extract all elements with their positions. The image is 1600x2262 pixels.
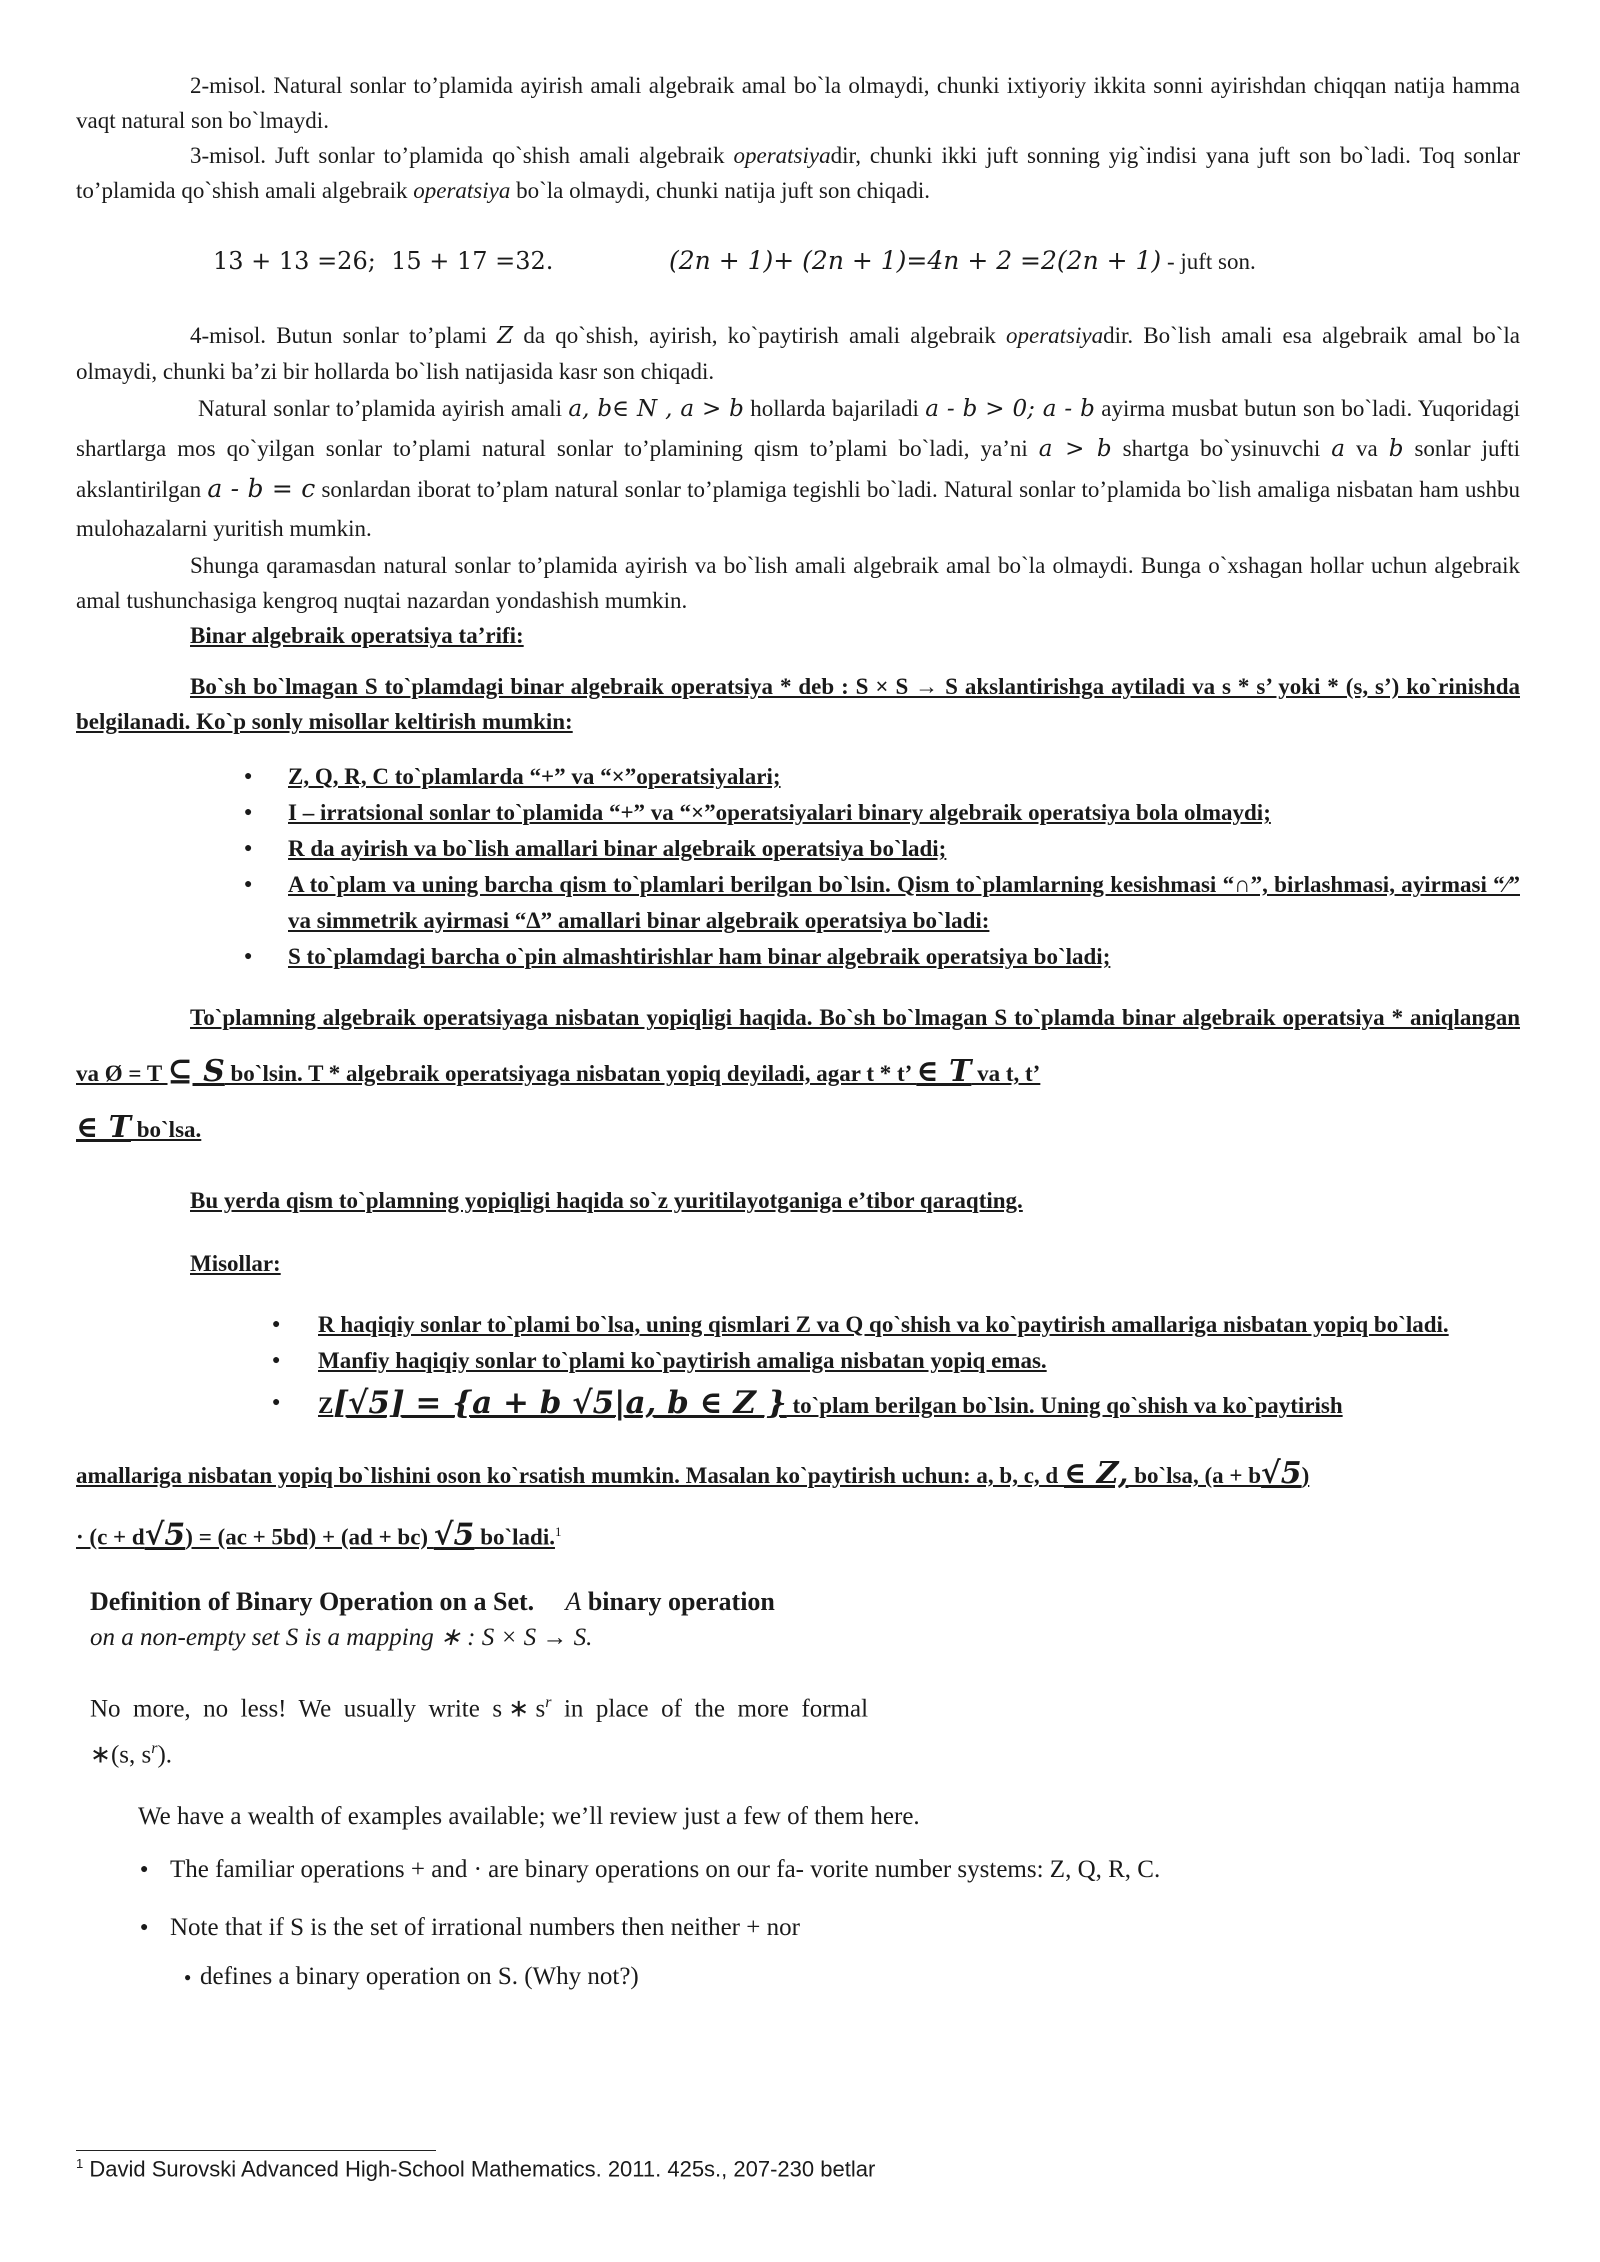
english-defines-line: ● defines a binary operation on S. (Why not?) xyxy=(90,1957,1520,1997)
example-4-paragraph: 4-misol. Butun sonlar to’plami Z da qo`shish, ayirish, ko`paytirish amali algebraik operatsiyadir. Bo`lish amali esa algebraik amal bo`la olmaydi, chunki ba’zi bir hollarda bo`lish natijasida kasr son chiqadi. xyxy=(76,323,1520,384)
list-item: ● R da ayirish va bo`lish amallari binar algebraik operatsiya bo`ladi; xyxy=(288,831,1520,867)
english-definition-title: Definition of Binary Operation on a Set. A binary operation xyxy=(90,1586,775,1616)
document-page xyxy=(76,68,1520,1997)
english-definition-text: on a non-empty set S is a mapping ∗ : S × S → S. xyxy=(90,1623,593,1651)
example-2-paragraph: 2-misol. Natural sonlar to’plamida ayirish amali algebraik amal bo`la olmaydi, chunki ixtiyoriy ikkita sonni ayirishdan chiqqan natija hamma vaqt natural son bo`lmaydi. xyxy=(76,73,1520,133)
equation-line: 13 + 13 =26; 15 + 17 =32. (2n + 1)+ (2n + 1)=4n + 2 =2(2n + 1) - juft son. xyxy=(76,208,1520,314)
bullet-icon: ● xyxy=(140,1862,149,1878)
bullet-icon: ● xyxy=(184,1970,192,1985)
closure-examples-list xyxy=(76,1307,1520,1430)
list-item: ● I – irratsional sonlar to`plamida “+” va “×”operatsiyalari binary algebraik operatsiya bola olmaydi; xyxy=(288,795,1520,831)
parity-formula: (2n + 1)+ (2n + 1)=4n + 2 =2(2n + 1) xyxy=(669,246,1162,275)
list-item: ● Manfiy haqiqiy sonlar to`plami ko`paytirish amaliga nisbatan yopiq emas. xyxy=(318,1343,1520,1379)
attention-note: Bu yerda qism to`plamning yopiqligi haqida so`z yuritilayotganiga e’tibor qaraqting. xyxy=(190,1188,1023,1213)
examples-heading: Misollar: xyxy=(190,1251,281,1276)
nevertheless-paragraph: Shunga qaramasdan natural sonlar to’plamida ayirish va bo`lish amali algebraik amal bo`la olmaydi. Bunga o`xshagan hollar uchun algebraik amal tushunchasiga kengroq nuqtai nazardan yondashish mumkin. xyxy=(76,553,1520,613)
list-item: ● The familiar operations + and · are binary operations on our fa- vorite number systems: Z, Q, R, C. xyxy=(170,1841,1520,1899)
binary-examples-list xyxy=(76,759,1520,975)
footnote-divider xyxy=(76,2150,436,2151)
list-item: ● Z, Q, R, C to`plamlarda “+” va “×”operatsiyalari; xyxy=(288,759,1520,795)
footnote: $^1$ David Surovski Advanced High-School Mathematics. 2011. 425s., 207-230 betlar xyxy=(76,2156,876,2182)
example-3-paragraph: 3-misol. Juft sonlar to’plamida qo`shish amali algebraik operatsiyadir, chunki ikki juft sonning yig`indisi yana juft son bo`ladi. Toq sonlar to’plamida qo`shish amali algebraik operatsiya bo`la olmaydi, chunki natija juft son chiqadi. xyxy=(76,143,1520,203)
list-item: ● A to`plam va uning barcha qism to`plamlari berilgan bo`lsin. Qism to`plamlarning kesishmasi “∩”, birlashmasi, ayirmasi “⁄” va simmetrik ayirmasi “Δ” amallari binar algebraik operatsiya bo`ladi: xyxy=(288,867,1520,939)
english-no-more-line: No more, no less! We usually write s ∗ $s^r$ in place of the more formal xyxy=(90,1693,869,1722)
english-wealth-line: We have a wealth of examples available; we’ll review just a few of them here. xyxy=(138,1803,920,1831)
footnote-marker: 1 xyxy=(554,1524,562,1539)
closure-paragraph: To`plamning algebraik operatsiyaga nisbatan yopiqligi haqida. Bo`sh bo`lmagan S to`plamda binar algebraik operatsiya * aniqlangan va Ø = T ⊆ S bo`lsin. T * algebraik operatsiyaga nisbatan yopiq deyiladi, agar t * t’ ∈ T va t, t’ ∈ T bo`lsa. xyxy=(76,1005,1520,1145)
list-item: ● Note that if S is the set of irrational numbers then neither + nor xyxy=(170,1899,1520,1957)
english-definition-block xyxy=(76,1582,1520,1998)
closure-proof-paragraph: amallariga nisbatan yopiq bo`lishini oson ko`rsatish mumkin. Masalan ko`paytirish uchun: a, b, c, d ∈ Z, bo`lsa, (a + b√5) xyxy=(76,1456,1310,1491)
english-examples-list xyxy=(90,1841,1520,1957)
binary-definition-heading: Binar algebraik operatsiya ta’rifi: xyxy=(190,623,524,648)
natural-subtraction-paragraph: Natural sonlar to’plamida ayirish amali a, b∈ N , a > b hollarda bajariladi a - b > 0; a - b ayirma musbat butun son bo`ladi. Yuqoridagi shartlarga mos qo`yilgan sonlar to’plami natural sonlar to’plamining qism to’plami bo`ladi, ya’ni a > b shartga bo`ysinuvchi a va b sonlar jufti akslantirilgan a - b = c sonlardan iborat to’plam natural sonlar to’plamiga tegishli bo`ladi. Natural sonlar to’plamida bo`lish amaliga nisbatan ham ushbu mulohazalarni yuritish mumkin. xyxy=(76,396,1521,541)
bullet-icon: ● xyxy=(140,1920,149,1936)
binary-definition-paragraph: Bo`sh bo`lmagan S to`plamdagi binar algebraik operatsiya * deb : S × S → S akslantirishga aytiladi va s * s’ yoki * (s, s’) ko`rinishda belgilanadi. Ko`p sonly misollar keltirish mumkin: xyxy=(76,674,1520,734)
list-item: ● S to`plamdagi barcha o`pin almashtirishlar ham binar algebraik operatsiya bo`ladi; xyxy=(288,939,1520,975)
closure-proof-formula: · (c + d√5) = (ac + 5bd) + (ad + bc) √5 bo`ladi.$^1$ xyxy=(76,1517,562,1553)
english-formal-line: ∗(s, $s^r$). xyxy=(90,1739,173,1769)
list-item-z-sqrt5: ● Z[√5] = {a + b √5|a, b ∈ Z } to`plam berilgan bo`lsin. Uning qo`shish va ko`paytirish xyxy=(318,1379,1520,1430)
list-item: ● R haqiqiy sonlar to`plami bo`lsa, uning qismlari Z va Q qo`shish va ko`paytirish amallariga nisbatan yopiq bo`ladi. xyxy=(318,1307,1520,1343)
odd-sum-equation: 13 + 13 =26; 15 + 17 =32. xyxy=(213,247,554,275)
